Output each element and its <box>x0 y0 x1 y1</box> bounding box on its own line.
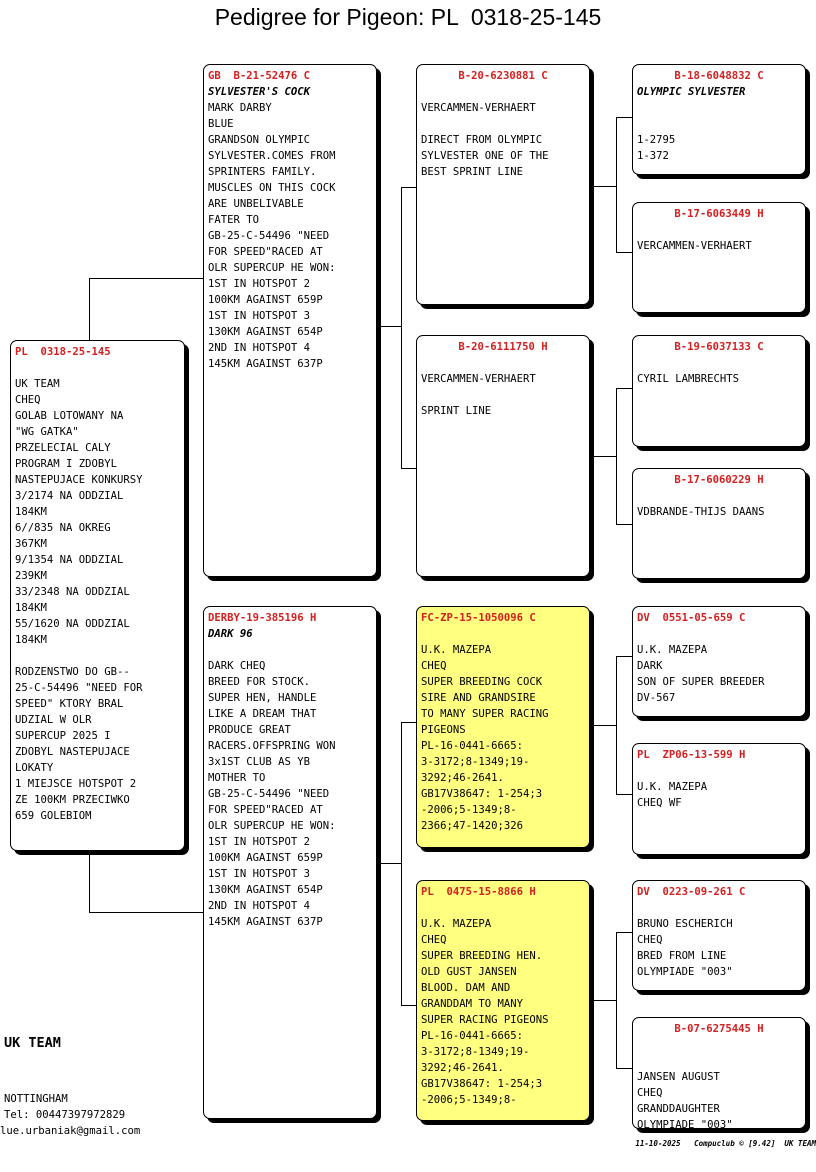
detail-line: GB17V38647: 1-254;3 <box>421 1078 543 1090</box>
detail-line: SPEED" KTORY BRAL <box>15 698 124 710</box>
detail-line: ZDOBYL NASTEPUJACE <box>15 746 130 758</box>
detail-line: BRED FROM LINE <box>637 950 727 962</box>
detail-line <box>421 626 585 642</box>
connector <box>401 187 417 188</box>
detail-line: DIRECT FROM OLYMPIC <box>421 134 543 146</box>
detail-line: GB-25-C-54496 "NEED <box>208 230 330 242</box>
detail-line: CHEQ <box>637 1087 663 1099</box>
detail-line: 130KM AGAINST 654P <box>208 884 323 896</box>
detail-line <box>15 360 180 376</box>
card-details <box>637 900 801 980</box>
detail-line: PRODUCE GREAT <box>208 724 291 736</box>
card-details <box>15 360 180 824</box>
detail-line: CHEQ <box>637 934 663 946</box>
sire-card[interactable] <box>203 64 377 577</box>
detail-line: DARK <box>637 660 663 672</box>
detail-line <box>637 488 801 504</box>
ring-number: B-17-6063449 H <box>674 208 764 220</box>
detail-line: SUPER RACING PIGEONS <box>421 1014 549 1026</box>
ring-number: PL ZP06-13-599 H <box>637 749 746 761</box>
dam-sire-dam-card[interactable] <box>632 743 806 855</box>
detail-line: 239KM <box>15 570 47 582</box>
detail-line: 130KM AGAINST 654P <box>208 326 323 338</box>
connector <box>589 186 616 187</box>
detail-line <box>637 222 801 238</box>
detail-line: 3/2174 NA ODDZIAL <box>15 490 124 502</box>
detail-line: SYLVESTER.COMES FROM <box>208 150 336 162</box>
card-details <box>421 626 585 834</box>
detail-line: 145KM AGAINST 637P <box>208 358 323 370</box>
detail-line: GRANDDAM TO MANY <box>421 998 524 1010</box>
card-details <box>637 763 801 811</box>
connector <box>589 456 616 457</box>
detail-line: UK TEAM <box>15 378 60 390</box>
detail-line: CHEQ <box>15 394 41 406</box>
dam-sire-card[interactable] <box>416 606 590 848</box>
ring-number: GB B-21-52476 C <box>208 70 311 82</box>
detail-line: SIRE AND GRANDSIRE <box>421 692 536 704</box>
connector <box>616 117 633 118</box>
detail-line: 2ND IN HOTSPOT 4 <box>208 342 311 354</box>
detail-line: TO MANY SUPER RACING <box>421 708 549 720</box>
ring-number: DV 0223-09-261 C <box>637 886 746 898</box>
detail-line <box>637 116 801 132</box>
detail-line: VERCAMMEN-VERHAERT <box>421 102 536 114</box>
detail-line <box>421 387 585 403</box>
detail-line: GB-25-C-54496 "NEED <box>208 788 330 800</box>
card-details <box>637 222 801 254</box>
detail-line: SPRINTERS FAMILY. <box>208 166 317 178</box>
detail-line: 1-2795 <box>637 134 676 146</box>
connector <box>589 1000 616 1001</box>
detail-line: OLR SUPERCUP HE WON: <box>208 262 336 274</box>
detail-line: SUPER HEN, HANDLE <box>208 692 317 704</box>
sire-sire-card[interactable] <box>416 64 590 305</box>
sire-dam-sire-card[interactable] <box>632 335 806 447</box>
detail-line: OLR SUPERCUP HE WON: <box>208 820 336 832</box>
card-details <box>637 355 801 387</box>
detail-line: GRANDDAUGHTER <box>637 1103 720 1115</box>
detail-line: NASTEPUJACE KONKURSY <box>15 474 143 486</box>
ring-number: B-20-6111750 H <box>458 341 548 353</box>
detail-line <box>421 355 585 371</box>
detail-line: U.K. MAZEPA <box>421 918 492 930</box>
detail-line <box>637 900 801 916</box>
detail-line: 184KM <box>15 602 47 614</box>
detail-line: GRANDSON OLYMPIC <box>208 134 311 146</box>
detail-line: PL-16-0441-6665: <box>421 1030 524 1042</box>
detail-line: 3x1ST CLUB AS YB <box>208 756 311 768</box>
owner-email[interactable]: lue.urbaniak@gmail.com <box>0 1125 141 1137</box>
ring-number: B-07-6275445 H <box>674 1023 764 1035</box>
detail-line: SON OF SUPER BREEDER <box>637 676 765 688</box>
owner-city: NOTTINGHAM <box>4 1093 68 1105</box>
detail-line: VERCAMMEN-VERHAERT <box>637 240 752 252</box>
sire-dam-dam-card[interactable] <box>632 468 806 579</box>
detail-line: 184KM <box>15 634 47 646</box>
detail-line: BREED FOR STOCK. <box>208 676 311 688</box>
detail-line: VERCAMMEN-VERHAERT <box>421 373 536 385</box>
dam-dam-card[interactable] <box>416 880 590 1121</box>
detail-line: PL-16-0441-6665: <box>421 740 524 752</box>
card-details <box>421 355 585 419</box>
detail-line: SPRINT LINE <box>421 405 492 417</box>
detail-line: FATER TO <box>208 214 260 226</box>
detail-line: -2006;5-1349;8- <box>421 1094 517 1106</box>
connector <box>616 1068 633 1069</box>
detail-line: 367KM <box>15 538 47 550</box>
detail-line: DV-567 <box>637 692 676 704</box>
detail-line: 55/1620 NA ODDZIAL <box>15 618 130 630</box>
detail-line: BEST SPRINT LINE <box>421 166 524 178</box>
card-details <box>208 100 372 372</box>
connector <box>89 912 204 913</box>
detail-line: U.K. MAZEPA <box>637 781 708 793</box>
ring-number: PL 0475-15-8866 H <box>421 886 536 898</box>
connector <box>401 468 417 469</box>
connector <box>616 794 633 795</box>
detail-line <box>637 1053 801 1069</box>
detail-line: 2ND IN HOTSPOT 4 <box>208 900 311 912</box>
detail-line: CHEQ <box>421 934 447 946</box>
detail-line: LOKATY <box>15 762 54 774</box>
detail-line: BRUNO ESCHERICH <box>637 918 733 930</box>
detail-line: SYLVESTER ONE OF THE <box>421 150 549 162</box>
detail-line: OLYMPIADE "003" <box>637 966 733 978</box>
sire-dam-card[interactable] <box>416 335 590 577</box>
pigeon-name: OLYMPIC SYLVESTER <box>637 86 746 98</box>
ring-number: B-19-6037133 C <box>674 341 764 353</box>
detail-line: 3-3172;8-1349;19- <box>421 1046 530 1058</box>
detail-line: LIKE A DREAM THAT <box>208 708 317 720</box>
detail-line: 3292;46-2641. <box>421 772 504 784</box>
detail-line: SUPER BREEDING HEN. <box>421 950 543 962</box>
detail-line: GB17V38647: 1-254;3 <box>421 788 543 800</box>
detail-line: UDZIAL W OLR <box>15 714 92 726</box>
detail-line: MUSCLES ON THIS COCK <box>208 182 336 194</box>
owner-name: UK TEAM <box>4 1035 61 1051</box>
card-details <box>637 488 801 520</box>
dam-dam-dam-card[interactable] <box>632 1017 806 1129</box>
detail-line: 9/1354 NA ODDZIAL <box>15 554 124 566</box>
ring-number: DV 0551-05-659 C <box>637 612 746 624</box>
detail-line <box>421 900 585 916</box>
ring-number: FC-ZP-15-1050096 C <box>421 612 536 624</box>
detail-line: RODZENSTWO DO GB-- <box>15 666 130 678</box>
connector <box>89 852 90 912</box>
detail-line: 25-C-54496 "NEED FOR <box>15 682 143 694</box>
detail-line: OLYMPIADE "003" <box>637 1119 733 1129</box>
detail-line: GOLAB LOTOWANY NA <box>15 410 124 422</box>
detail-line: OLD GUST JANSEN <box>421 966 517 978</box>
ring-number: PL 0318-25-145 <box>15 346 111 358</box>
detail-line: RACERS.OFFSPRING WON <box>208 740 336 752</box>
card-details <box>421 900 585 1108</box>
detail-line: CHEQ WF <box>637 797 682 809</box>
connector <box>616 656 617 794</box>
card-details <box>637 100 801 164</box>
connector <box>401 187 402 468</box>
detail-line: 3292;46-2641. <box>421 1062 504 1074</box>
dam-dam-sire-card[interactable] <box>632 880 806 991</box>
card-details <box>208 642 372 930</box>
detail-line: VDBRANDE-THIJS DAANS <box>637 506 765 518</box>
detail-line: ARE UNBELIVABLE <box>208 198 304 210</box>
connector <box>616 524 633 525</box>
detail-line: PIGEONS <box>421 724 466 736</box>
detail-line: MARK DARBY <box>208 102 272 114</box>
connector <box>616 932 617 1068</box>
detail-line: BLOOD. DAM AND <box>421 982 511 994</box>
pigeon-name: SYLVESTER'S COCK <box>208 86 311 98</box>
detail-line <box>421 116 585 132</box>
detail-line: 1 MIEJSCE HOTSPOT 2 <box>15 778 137 790</box>
detail-line: 145KM AGAINST 637P <box>208 916 323 928</box>
detail-line: FOR SPEED"RACED AT <box>208 804 323 816</box>
detail-line: 1-372 <box>637 150 669 162</box>
dam-sire-sire-card[interactable] <box>632 606 806 717</box>
detail-line: CHEQ <box>421 660 447 672</box>
card-details <box>637 1037 801 1129</box>
detail-line <box>15 648 180 664</box>
detail-line <box>421 84 585 100</box>
pigeon-name: DARK 96 <box>208 628 253 640</box>
detail-line: MOTHER TO <box>208 772 266 784</box>
detail-line <box>208 642 372 658</box>
connector <box>89 278 90 341</box>
detail-line: 1ST IN HOTSPOT 2 <box>208 836 311 848</box>
detail-line: 100KM AGAINST 659P <box>208 294 323 306</box>
detail-line: FOR SPEED"RACED AT <box>208 246 323 258</box>
connector <box>616 117 617 252</box>
sire-sire-dam-card[interactable] <box>632 202 806 313</box>
detail-line: PROGRAM I ZDOBYL <box>15 458 118 470</box>
detail-line: 2366;47-1420;326 <box>421 820 524 832</box>
detail-line: SUPER BREEDING COCK <box>421 676 543 688</box>
detail-line: 1ST IN HOTSPOT 3 <box>208 868 311 880</box>
detail-line: -2006;5-1349;8- <box>421 804 517 816</box>
connector <box>616 252 633 253</box>
connector <box>401 722 417 723</box>
detail-line <box>637 100 801 116</box>
detail-line: 6//835 NA OKREG <box>15 522 111 534</box>
detail-line <box>637 763 801 779</box>
detail-line: "WG GATKA" <box>15 426 79 438</box>
detail-line: U.K. MAZEPA <box>637 644 708 656</box>
sire-sire-sire-card[interactable] <box>632 64 806 175</box>
card-details <box>637 626 801 706</box>
detail-line: SUPERCUP 2025 I <box>15 730 111 742</box>
detail-line: 33/2348 NA ODDZIAL <box>15 586 130 598</box>
card-details <box>421 84 585 180</box>
dam-card[interactable] <box>203 606 377 1119</box>
footer-credit: 11-10-2025 Compuclub © [9.42] UK TEAM <box>635 1139 816 1148</box>
connector <box>401 722 402 1005</box>
detail-line <box>637 355 801 371</box>
connector <box>616 388 617 524</box>
ring-number: DERBY-19-385196 H <box>208 612 317 624</box>
connector <box>401 1005 417 1006</box>
ring-number: B-20-6230881 C <box>458 70 548 82</box>
owner-phone: Tel: 00447397972829 <box>4 1109 126 1121</box>
connector <box>616 656 633 657</box>
detail-line: 100KM AGAINST 659P <box>208 852 323 864</box>
detail-line: 3-3172;8-1349;19- <box>421 756 530 768</box>
detail-line <box>637 626 801 642</box>
connector <box>616 388 633 389</box>
page-title: Pedigree for Pigeon: PL 0318-25-145 <box>214 4 602 30</box>
owner-contact <box>4 1091 125 1123</box>
detail-line: ZE 100KM PRZECIWKO <box>15 794 130 806</box>
detail-line: JANSEN AUGUST <box>637 1071 720 1083</box>
detail-line: PRZELECIAL CALY <box>15 442 111 454</box>
subject-card[interactable] <box>10 340 185 851</box>
ring-number: B-17-6060229 H <box>674 474 764 486</box>
ring-number: B-18-6048832 C <box>674 70 764 82</box>
detail-line: BLUE <box>208 118 234 130</box>
detail-line: 1ST IN HOTSPOT 3 <box>208 310 311 322</box>
detail-line: DARK CHEQ <box>208 660 266 672</box>
connector <box>376 863 401 864</box>
detail-line: CYRIL LAMBRECHTS <box>637 373 740 385</box>
connector <box>376 326 401 327</box>
connector <box>89 278 204 279</box>
detail-line <box>637 1037 801 1053</box>
detail-line: 659 GOLEBIOM <box>15 810 92 822</box>
detail-line: U.K. MAZEPA <box>421 644 492 656</box>
connector <box>616 932 633 933</box>
detail-line: 184KM <box>15 506 47 518</box>
detail-line: 1ST IN HOTSPOT 2 <box>208 278 311 290</box>
connector <box>589 725 616 726</box>
